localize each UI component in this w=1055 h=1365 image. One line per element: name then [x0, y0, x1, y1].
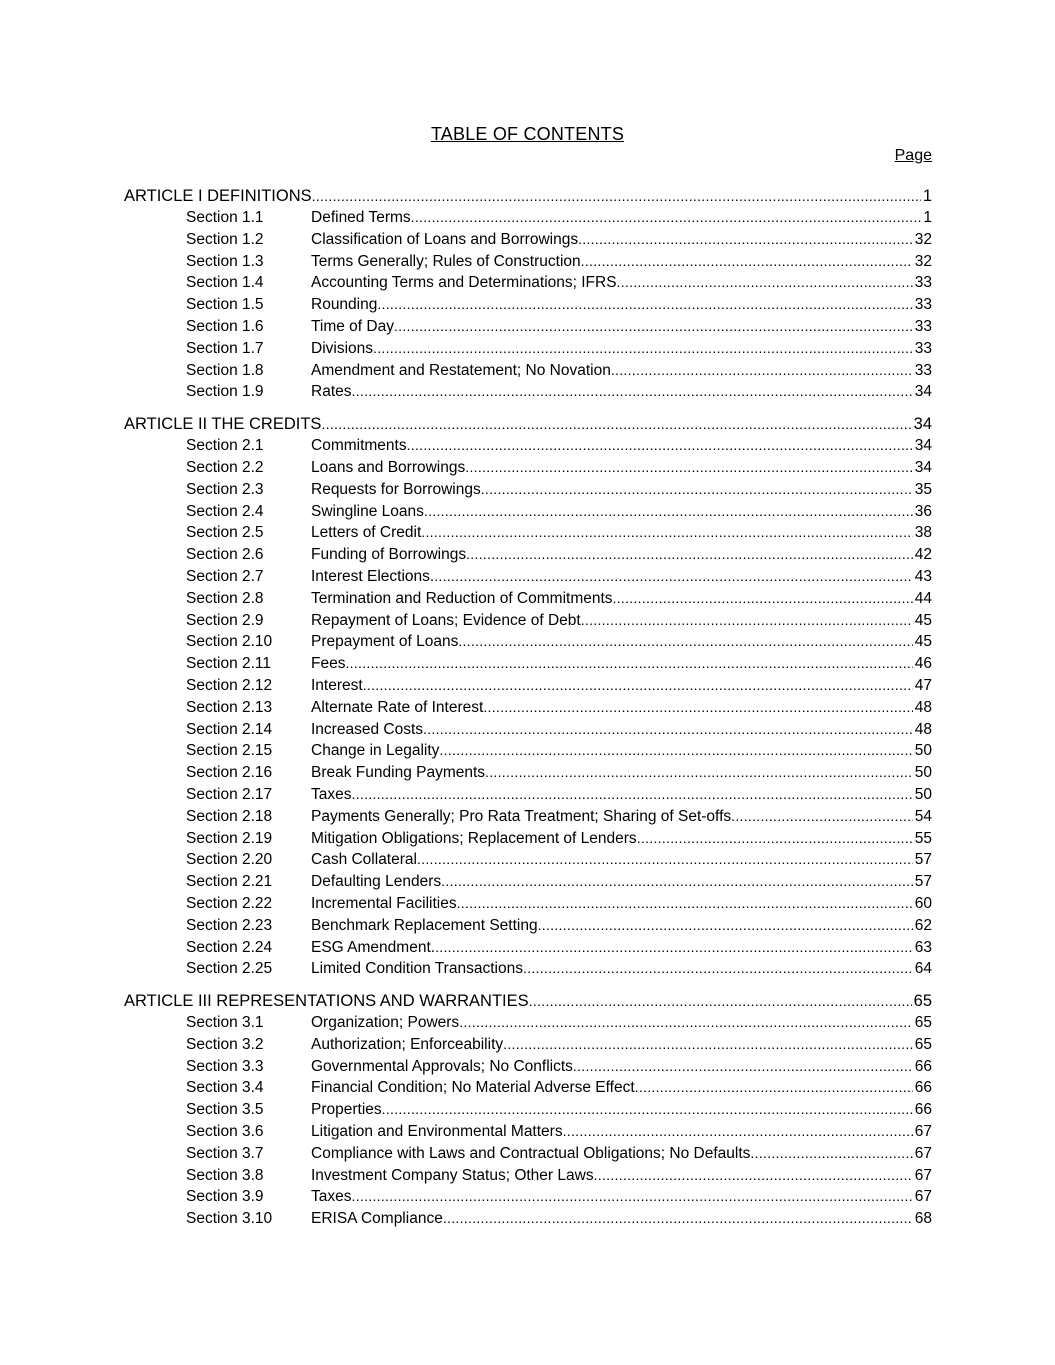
section-page-number: 33 [914, 339, 932, 357]
section-title: Payments Generally; Pro Rata Treatment; Sharing of Set-offs [311, 807, 732, 825]
dot-leader [750, 1145, 912, 1161]
section-title: Cash Collateral [311, 851, 417, 869]
section-number: Section 3.10 [186, 1210, 273, 1228]
dot-leader [613, 590, 913, 606]
section-title: Authorization; Enforceability [311, 1035, 504, 1053]
dot-leader [635, 1079, 913, 1095]
section-title: Mitigation Obligations; Replacement of Lenders [311, 829, 637, 847]
section-page-number: 50 [914, 764, 932, 782]
section-number: Section 2.20 [186, 851, 273, 869]
section-page-number: 32 [914, 252, 932, 270]
section-title: Benchmark Replacement Setting [311, 916, 538, 934]
section-page-number: 55 [914, 829, 932, 847]
section-number: Section 2.17 [186, 785, 273, 803]
dot-leader [423, 721, 913, 737]
section-entry[interactable] [124, 481, 932, 503]
section-title: Litigation and Environmental Matters [311, 1123, 563, 1141]
article-page-number: 1 [922, 187, 932, 205]
dot-leader [352, 383, 913, 399]
section-entry[interactable] [124, 677, 932, 699]
article-block [124, 415, 932, 982]
section-entry[interactable] [124, 1123, 932, 1145]
section-entry[interactable] [124, 633, 932, 655]
section-title: Defined Terms [311, 209, 411, 226]
section-number: Section 1.9 [186, 383, 264, 401]
dot-leader [321, 416, 911, 432]
dot-leader [434, 568, 913, 584]
dot-leader [443, 1210, 913, 1226]
section-page-number: 66 [914, 1079, 932, 1097]
section-title: ERISA Compliance [311, 1210, 443, 1228]
section-number: Section 2.8 [186, 589, 264, 607]
section-entry[interactable] [124, 546, 932, 568]
section-number: Section 1.3 [186, 252, 264, 270]
section-number: Section 2.9 [186, 611, 264, 629]
section-title: Change in Legality [311, 742, 440, 760]
section-page-number: 36 [914, 502, 932, 520]
section-page-number: 48 [914, 720, 932, 738]
section-entry[interactable] [124, 742, 932, 764]
dot-leader [578, 231, 913, 247]
section-number: Section 2.25 [186, 960, 273, 978]
section-number: Section 2.10 [186, 633, 273, 651]
section-entry[interactable] [124, 808, 932, 830]
section-number: Section 2.14 [186, 720, 273, 738]
section-entry[interactable] [124, 459, 932, 481]
section-title: Amendment and Restatement; No Novation [311, 361, 611, 379]
dot-leader [466, 546, 913, 562]
section-title: Classification of Loans and Borrowings [311, 230, 579, 248]
section-page-number: 68 [914, 1210, 932, 1228]
dot-leader [611, 362, 913, 378]
article-page-number: 65 [913, 992, 932, 1011]
section-title: Break Funding Payments [311, 764, 486, 782]
dot-leader [424, 503, 913, 519]
article-block [124, 187, 932, 405]
section-title: Loans and Borrowings [311, 458, 466, 476]
section-number: Section 3.1 [186, 1014, 264, 1032]
dot-leader [594, 1167, 913, 1183]
article-title: ARTICLE III REPRESENTATIONS AND WARRANTIES [124, 992, 529, 1011]
section-number: Section 2.1 [186, 437, 264, 455]
section-page-number: 33 [914, 361, 932, 379]
dot-leader [439, 742, 912, 758]
dot-leader [457, 895, 913, 911]
section-entry[interactable] [124, 612, 932, 634]
section-title: Repayment of Loans; Evidence of Debt [311, 611, 581, 629]
section-page-number: 45 [914, 633, 932, 651]
section-entry[interactable] [124, 1167, 932, 1189]
section-number: Section 3.3 [186, 1057, 264, 1075]
dot-leader [394, 318, 913, 334]
dot-leader [563, 1123, 913, 1139]
dot-leader [503, 1036, 913, 1052]
section-number: Section 3.7 [186, 1144, 264, 1162]
section-page-number: 63 [914, 938, 932, 956]
section-page-number: 1 [923, 209, 932, 226]
section-page-number: 32 [914, 230, 932, 248]
section-title: Letters of Credit [311, 524, 422, 542]
section-title: Interest Elections. [311, 567, 435, 585]
section-page-number: 57 [914, 873, 932, 891]
section-title: Properties [311, 1101, 382, 1119]
section-number: Section 2.6 [186, 546, 264, 564]
section-entry[interactable] [124, 851, 932, 873]
section-number: Section 2.5 [186, 524, 264, 542]
section-number: Section 2.11 [186, 655, 272, 673]
section-title: Time of Day [311, 317, 394, 335]
dot-leader [421, 524, 912, 540]
section-entry[interactable] [124, 764, 932, 786]
section-page-number: 67 [914, 1166, 932, 1184]
section-page-number: 62 [914, 916, 932, 934]
section-number: Section 2.15 [186, 742, 273, 760]
section-title: Commitments [311, 437, 407, 455]
section-number: Section 2.23 [186, 916, 273, 934]
section-page-number: 67 [914, 1188, 932, 1206]
section-number: Section 2.13 [186, 698, 273, 716]
dot-leader [407, 437, 913, 453]
section-entry[interactable] [124, 655, 932, 677]
section-title: Terms Generally; Rules of Construction [311, 252, 581, 270]
section-page-number: 67 [914, 1123, 932, 1141]
article-entry[interactable] [124, 187, 932, 209]
dot-leader [617, 274, 913, 290]
section-page-number: 65 [914, 1035, 932, 1053]
section-page-number: 66 [914, 1057, 932, 1075]
dot-leader [345, 655, 912, 671]
section-number: Section 1.5 [186, 296, 264, 314]
dot-leader [731, 808, 913, 824]
article-page-number: 34 [913, 415, 932, 434]
section-title: Organization; Powers [311, 1014, 460, 1032]
dot-leader [459, 1014, 913, 1030]
dot-leader [312, 188, 921, 204]
dot-leader [523, 960, 913, 976]
section-page-number: 66 [914, 1101, 932, 1119]
section-number: Section 2.22 [186, 894, 273, 912]
section-page-number: 60 [914, 894, 932, 912]
section-entry[interactable] [124, 895, 932, 917]
section-number: Section 1.7 [186, 339, 264, 357]
section-entry[interactable] [124, 873, 932, 895]
section-title: Defaulting Lenders [311, 873, 442, 891]
section-title: Governmental Approvals; No Conflicts [311, 1057, 573, 1075]
section-number: Section 2.18 [186, 807, 273, 825]
section-number: Section 2.24 [186, 938, 273, 956]
dot-leader [377, 296, 912, 312]
section-number: Section 2.21 [186, 873, 273, 891]
section-entry[interactable] [124, 699, 932, 721]
dot-leader [581, 253, 913, 269]
section-entry[interactable] [124, 1079, 932, 1101]
section-page-number: 34 [914, 383, 932, 401]
section-entry[interactable] [124, 830, 932, 852]
section-title: Rounding [311, 296, 378, 314]
section-page-number: 38 [914, 524, 932, 542]
dot-leader [529, 993, 912, 1009]
dot-leader [363, 677, 913, 693]
dot-leader [483, 699, 912, 715]
section-number: Section 1.4 [186, 274, 264, 292]
section-entry[interactable] [124, 318, 932, 340]
dot-leader [458, 633, 912, 649]
article-title: ARTICLE II THE CREDITS [124, 415, 322, 434]
section-page-number: 54 [914, 807, 932, 825]
section-page-number: 65 [914, 1014, 932, 1032]
dot-leader [441, 873, 913, 889]
article-entry[interactable] [124, 415, 932, 437]
article-title: ARTICLE I DEFINITIONS [124, 187, 312, 205]
dot-leader [352, 786, 913, 802]
dot-leader [382, 1101, 913, 1117]
section-page-number: 46 [914, 655, 932, 673]
section-page-number: 45 [914, 611, 932, 629]
section-entry[interactable] [124, 1145, 932, 1167]
section-title: Prepayment of Loans [311, 633, 459, 651]
section-page-number: 50 [914, 785, 932, 803]
section-entry[interactable] [124, 231, 932, 253]
section-page-number: 33 [914, 296, 932, 314]
section-title: Financial Condition; No Material Adverse Effect [311, 1079, 635, 1097]
section-entry[interactable] [124, 1101, 932, 1123]
section-entry[interactable] [124, 939, 932, 961]
section-title: Accounting Terms and Determinations; IFRS [311, 274, 617, 292]
section-number: Section 2.12 [186, 676, 273, 694]
page-column-label: Page [894, 147, 932, 164]
section-entry[interactable] [124, 253, 932, 275]
section-number: Section 3.9 [186, 1188, 264, 1206]
section-number: Section 2.7 [186, 567, 264, 585]
section-entry[interactable] [124, 340, 932, 362]
section-title: Swingline Loans [311, 502, 424, 520]
article-block [124, 992, 932, 1232]
section-entry[interactable] [124, 786, 932, 808]
section-title: Funding of Borrowings [311, 546, 467, 564]
section-page-number: 57 [914, 851, 932, 869]
section-number: Section 3.5 [186, 1101, 264, 1119]
section-number: Section 1.6 [186, 317, 264, 335]
table-of-contents [124, 187, 932, 1232]
section-title: Alternate Rate of Interest [311, 698, 484, 716]
section-entry[interactable] [124, 524, 932, 546]
dot-leader [435, 939, 913, 955]
section-page-number: 48 [914, 698, 932, 716]
section-title: Fees [311, 655, 346, 673]
section-number: Section 3.8 [186, 1166, 264, 1184]
section-title: Divisions [311, 339, 374, 357]
section-entry[interactable] [124, 960, 932, 982]
dot-leader [465, 459, 913, 475]
section-page-number: 43 [914, 567, 932, 585]
section-entry[interactable] [124, 721, 932, 743]
section-entry[interactable] [124, 590, 932, 612]
section-title: Limited Condition Transactions [311, 960, 523, 978]
section-page-number: 44 [914, 589, 932, 607]
section-entry[interactable] [124, 362, 932, 384]
section-entry[interactable] [124, 568, 932, 590]
section-page-number: 35 [914, 480, 932, 498]
section-title: Taxes [311, 1188, 352, 1206]
section-page-number: 64 [914, 960, 932, 978]
section-entry[interactable] [124, 1058, 932, 1080]
section-title: Compliance with Laws and Contractual Obligations; No Defaults [311, 1144, 751, 1162]
section-title: Taxes [311, 785, 352, 803]
section-entry[interactable] [124, 383, 932, 405]
section-entry[interactable] [124, 296, 932, 318]
section-page-number: 67 [914, 1144, 932, 1162]
dot-leader [481, 481, 913, 497]
section-title: Investment Company Status; Other Laws [311, 1166, 594, 1184]
section-number: Section 1.8 [186, 361, 264, 379]
section-page-number: 42 [914, 546, 932, 564]
section-page-number: 33 [914, 317, 932, 335]
section-title: Incremental Facilities [311, 894, 457, 912]
dot-leader [637, 830, 913, 846]
section-page-number: 34 [914, 437, 932, 455]
section-number: Section 3.6 [186, 1123, 264, 1141]
section-number: Section 2.2 [186, 458, 264, 476]
section-page-number: 33 [914, 274, 932, 292]
section-number: Section 3.4 [186, 1079, 264, 1097]
section-title: ESG Amendment. [311, 938, 436, 956]
section-title: Termination and Reduction of Commitments [311, 589, 613, 607]
section-entry[interactable] [124, 209, 932, 231]
section-entry[interactable] [124, 437, 932, 459]
section-page-number: 34 [914, 458, 932, 476]
dot-leader [538, 917, 913, 933]
section-entry[interactable] [124, 1036, 932, 1058]
dot-leader [417, 851, 913, 867]
section-entry[interactable] [124, 1014, 932, 1036]
toc-title: TABLE OF CONTENTS [430, 124, 625, 144]
section-entry[interactable] [124, 1210, 932, 1232]
dot-leader [352, 1188, 913, 1204]
section-number: Section 1.2 [186, 230, 264, 248]
dot-leader [581, 612, 913, 628]
article-entry[interactable] [124, 992, 932, 1014]
section-title: Requests for Borrowings [311, 480, 481, 498]
section-entry[interactable] [124, 503, 932, 525]
dot-leader [373, 340, 913, 356]
dot-leader [485, 764, 913, 780]
section-number: Section 2.4 [186, 502, 264, 520]
section-entry[interactable] [124, 1188, 932, 1210]
section-title: Rates [311, 383, 352, 401]
section-page-number: 47 [914, 676, 932, 694]
section-entry[interactable] [124, 917, 932, 939]
section-number: Section 2.3 [186, 480, 264, 498]
section-title: Increased Costs [311, 720, 423, 738]
section-number: Section 2.16 [186, 764, 273, 782]
section-entry[interactable] [124, 274, 932, 296]
dot-leader [573, 1058, 913, 1074]
section-page-number: 50 [914, 742, 932, 760]
section-title: Interest [311, 676, 363, 694]
section-number: Section 2.19 [186, 829, 273, 847]
dot-leader [411, 209, 922, 225]
section-number: Section 3.2 [186, 1035, 264, 1053]
section-number: Section 1.1 [186, 209, 264, 226]
